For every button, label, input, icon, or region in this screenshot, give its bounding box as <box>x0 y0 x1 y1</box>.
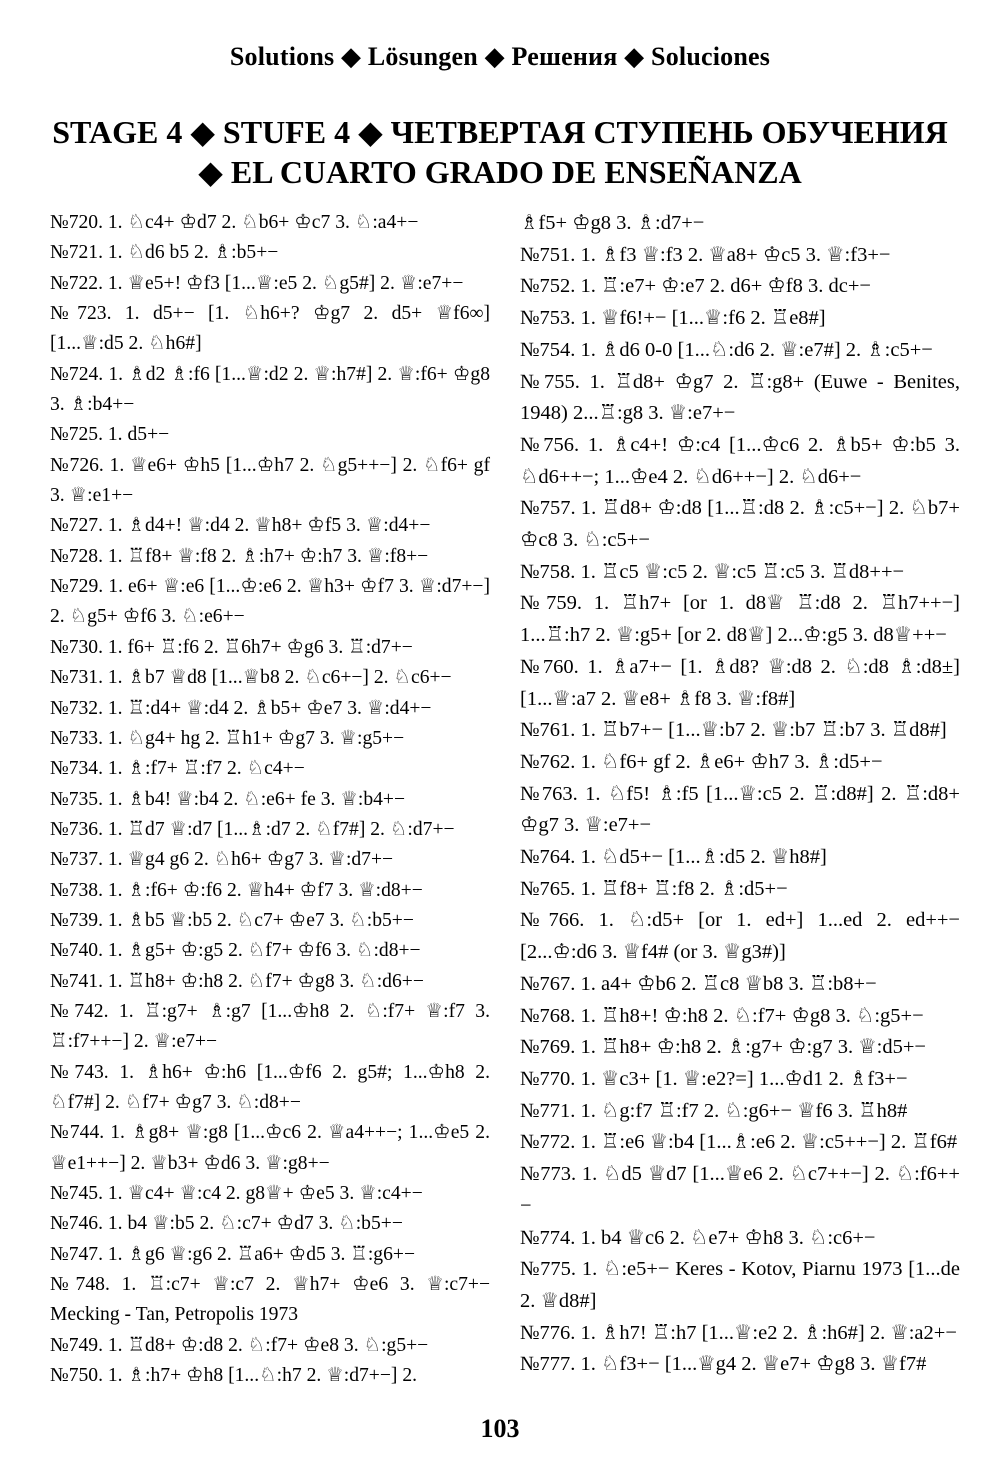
solution-entry: №729. 1. e6+ ♕:e6 [1...♔:e6 2. ♕h3+ ♔f7 3. ♕:d7+−] 2. ♘g5+ ♔f6 3. ♘:e6+− <box>50 576 490 628</box>
solution-entry: №727. 1. ♗d4+! ♕:d4 2. ♕h8+ ♔f5 3. ♕:d4+− <box>50 515 431 537</box>
solution-entry: №737. 1. ♕g4 g6 2. ♘h6+ ♔g7 3. ♕:d7+− <box>50 849 394 871</box>
solution-entry: №738. 1. ♗:f6+ ♔:f6 2. ♕h4+ ♔f7 3. ♕:d8+− <box>50 879 423 901</box>
right-column <box>520 208 960 1381</box>
solution-entry: №756. 1. ♗c4+! ♔:c4 [1...♔c6 2. ♗b5+ ♔:b5 3. ♘d6++−; 1...♔e4 2. ♘d6++−] 2. ♘d6+− <box>520 433 960 488</box>
solution-entry: №720. 1. ♘c4+ ♔d7 2. ♘b6+ ♔c7 3. ♘:a4+− <box>50 212 419 233</box>
solution-entry: №746. 1. b4 ♕:b5 2. ♘:c7+ ♔d7 3. ♘:b5+− <box>50 1213 403 1235</box>
solution-entry: №768. 1. ♖h8+! ♔:h8 2. ♘:f7+ ♔g8 3. ♘:g5+− <box>520 1004 924 1027</box>
page-number: 103 <box>480 1414 520 1443</box>
solution-entry: №754. 1. ♗d6 0-0 [1...♘:d6 2. ♕:e7#] 2. ♗:c5+− <box>520 338 933 361</box>
solution-entry: №769. 1. ♖h8+ ♔:h8 2. ♗:g7+ ♔:g7 3. ♕:d5+− <box>520 1036 926 1059</box>
solution-entry: №745. 1. ♕c4+ ♕:c4 2. g8♕+ ♔e5 3. ♕:c4+− <box>50 1183 423 1204</box>
solution-entry: №730. 1. f6+ ♖:f6 2. ♖6h7+ ♔g6 3. ♖:d7+− <box>50 636 413 658</box>
running-header: Solutions ◆ Lösungen ◆ Решения ◆ Soluciones <box>229 42 771 71</box>
solution-entry: №733. 1. ♘g4+ hg 2. ♖h1+ ♔g7 3. ♕:g5+− <box>50 727 405 749</box>
solution-entry: №753. 1. ♕f6!+− [1...♕:f6 2. ♖e8#] <box>520 307 826 330</box>
solution-entry: №728. 1. ♖f8+ ♕:f8 2. ♗:h7+ ♔:h7 3. ♕:f8+− <box>50 545 429 567</box>
solution-entry: №724. 1. ♗d2 ♗:f6 [1...♕:d2 2. ♕:h7#] 2. ♕:f6+ ♔g8 3. ♗:b4+− <box>50 363 490 416</box>
solution-entry: №758. 1. ♖c5 ♕:c5 2. ♕:c5 ♖:c5 3. ♖d8++− <box>520 560 905 583</box>
solution-entry: №743. 1. ♗h6+ ♔:h6 [1...♔f6 2. g5#; 1...♔h8 2. ♘f7#] 2. ♘f7+ ♔g7 3. ♘:d8+− <box>50 1061 490 1113</box>
solution-entry: ♗f5+ ♔g8 3. ♗:d7+− <box>520 212 705 234</box>
section-heading-line-1: STAGE 4 ◆ STUFE 4 ◆ ЧЕТВЕРТАЯ СТУПЕНЬ ОБУЧЕНИЯ <box>52 114 948 150</box>
solution-entry: №747. 1. ♗g6 ♕:g6 2. ♖a6+ ♔d5 3. ♖:g6+− <box>50 1243 415 1265</box>
solution-entry: №767. 1. a4+ ♔b6 2. ♖c8 ♕b8 3. ♖:b8+− <box>520 972 877 995</box>
section-heading <box>0 112 1000 192</box>
solution-entry: №772. 1. ♖:e6 ♕:b4 [1...♗:e6 2. ♕:c5++−] 2. ♖f6# <box>520 1131 958 1154</box>
solution-entry: №722. 1. ♕e5+! ♔f3 [1...♕:e5 2. ♘g5#] 2. ♕:e7+− <box>50 272 464 294</box>
solution-entry: №732. 1. ♖:d4+ ♕:d4 2. ♗b5+ ♔e7 3. ♕:d4+− <box>50 697 432 719</box>
solution-entry: №721. 1. ♘d6 b5 2. ♗:b5+− <box>50 242 279 264</box>
solution-entry: №765. 1. ♖f8+ ♖:f8 2. ♗:d5+− <box>520 877 788 900</box>
solution-entry: №740. 1. ♗g5+ ♔:g5 2. ♘f7+ ♔f6 3. ♘:d8+− <box>50 940 421 962</box>
solution-entry: №770. 1. ♕c3+ [1. ♕:e2?=] 1...♔d1 2. ♗f3+− <box>520 1067 908 1090</box>
section-heading-line-2: ◆ EL CUARTO GRADO DE ENSEÑANZA <box>198 154 802 190</box>
solution-entry: №752. 1. ♖:e7+ ♔:e7 2. d6+ ♔f8 3. dc+− <box>520 275 871 298</box>
solution-entry: №739. 1. ♗b5 ♕:b5 2. ♘c7+ ♔e7 3. ♘:b5+− <box>50 909 414 931</box>
solution-entry: №736. 1. ♖d7 ♕:d7 [1...♗:d7 2. ♘f7#] 2. ♘:d7+− <box>50 818 455 840</box>
solution-entry: №773. 1. ♘d5 ♕d7 [1...♕e6 2. ♘c7++−] 2. ♘:f6++− <box>520 1163 960 1217</box>
solution-entry: №774. 1. b4 ♕c6 2. ♘e7+ ♔h8 3. ♘:c6+− <box>520 1226 876 1249</box>
solution-entry: №742. 1. ♖:g7+ ♗:g7 [1...♔h8 2. ♘:f7+ ♕:f7 3. ♖:f7++−] 2. ♕:e7+− <box>50 1000 490 1053</box>
solution-entry: №748. 1. ♖:c7+ ♕:c7 2. ♕h7+ ♔e6 3. ♕:c7+− Mecking - Tan, Petropolis 1973 <box>50 1274 490 1326</box>
solution-entry: №761. 1. ♖b7+− [1...♕:b7 2. ♕:b7 ♖:b7 3. ♖d8#] <box>520 719 947 742</box>
solution-entry: №755. 1. ♖d8+ ♔g7 2. ♖:g8+ (Euwe - Benites, 1948) 2...♖:g8 3. ♕:e7+− <box>520 370 960 425</box>
solution-entry: №741. 1. ♖h8+ ♔:h8 2. ♘f7+ ♔g8 3. ♘:d6+− <box>50 970 424 992</box>
solution-entry: №760. 1. ♗a7+− [1. ♗d8? ♕:d8 2. ♘:d8 ♗:d8±] [1...♕:a7 2. ♕e8+ ♗f8 3. ♕:f8#] <box>520 655 960 710</box>
solution-entry: №750. 1. ♗:h7+ ♔h8 [1...♘:h7 2. ♕:d7+−] 2. <box>50 1365 418 1387</box>
solution-entry: №775. 1. ♘:e5+− Keres - Kotov, Piarnu 1973 [1...de 2. ♕d8#] <box>520 1258 960 1312</box>
left-column <box>50 208 490 1391</box>
solution-entry: №731. 1. ♗b7 ♕d8 [1...♕b8 2. ♘c6+−] 2. ♘c6+− <box>50 667 452 689</box>
solution-entry: №776. 1. ♗h7! ♖:h7 [1...♕:e2 2. ♗:h6#] 2. ♕:a2+− <box>520 1321 957 1344</box>
solution-entry: №723. 1. d5+− [1. ♘h6+? ♔g7 2. d5+ ♕f6∞] [1...♕:d5 2. ♘h6#] <box>50 303 490 355</box>
solution-entry: №759. 1. ♖h7+ [or 1. d8♕ ♖:d8 2. ♖h7++−] 1...♖:h7 2. ♕:g5+ [or 2. d8♕] 2...♔:g5 3. d8♕++− <box>520 592 960 647</box>
solution-entry: №771. 1. ♘g:f7 ♖:f7 2. ♘:g6+− ♕f6 3. ♖h8# <box>520 1099 908 1122</box>
solution-entry: №751. 1. ♗f3 ♕:f3 2. ♕a8+ ♔c5 3. ♕:f3+− <box>520 243 891 266</box>
solution-entry: №735. 1. ♗b4! ♕:b4 2. ♘:e6+ fe 3. ♕:b4+− <box>50 788 406 810</box>
solution-entry: №726. 1. ♕e6+ ♔h5 [1...♔h7 2. ♘g5++−] 2. ♘f6+ gf 3. ♕:e1+− <box>50 454 490 507</box>
solution-entry: №762. 1. ♘f6+ gf 2. ♗e6+ ♔h7 3. ♗:d5+− <box>520 750 883 773</box>
solution-entry: №777. 1. ♘f3+− [1...♕g4 2. ♕e7+ ♔g8 3. ♕f7# <box>520 1353 927 1376</box>
solution-entry: №764. 1. ♘d5+− [1...♗:d5 2. ♕h8#] <box>520 846 827 869</box>
solution-entry: №744. 1. ♗g8+ ♕:g8 [1...♔c6 2. ♕a4++−; 1...♔e5 2. ♕e1++−] 2. ♕b3+ ♔d6 3. ♕:g8+− <box>50 1122 490 1174</box>
solution-entry: №749. 1. ♖d8+ ♔:d8 2. ♘:f7+ ♔e8 3. ♘:g5+− <box>50 1334 429 1356</box>
solution-entry: №734. 1. ♗:f7+ ♖:f7 2. ♘c4+− <box>50 758 305 780</box>
solution-entry: №766. 1. ♘:d5+ [or 1. ed+] 1...ed 2. ed++− [2...♔:d6 3. ♕f4# (or 3. ♕g3#)] <box>520 909 960 964</box>
solution-entry: №725. 1. d5+− <box>50 424 170 446</box>
solution-entry: №763. 1. ♘f5! ♗:f5 [1...♕:c5 2. ♖:d8#] 2. ♖:d8+ ♔g7 3. ♕:e7+− <box>520 782 960 837</box>
solution-entry: №757. 1. ♖d8+ ♔:d8 [1...♖:d8 2. ♗:c5+−] 2. ♘b7+ ♔c8 3. ♘:c5+− <box>520 497 960 552</box>
